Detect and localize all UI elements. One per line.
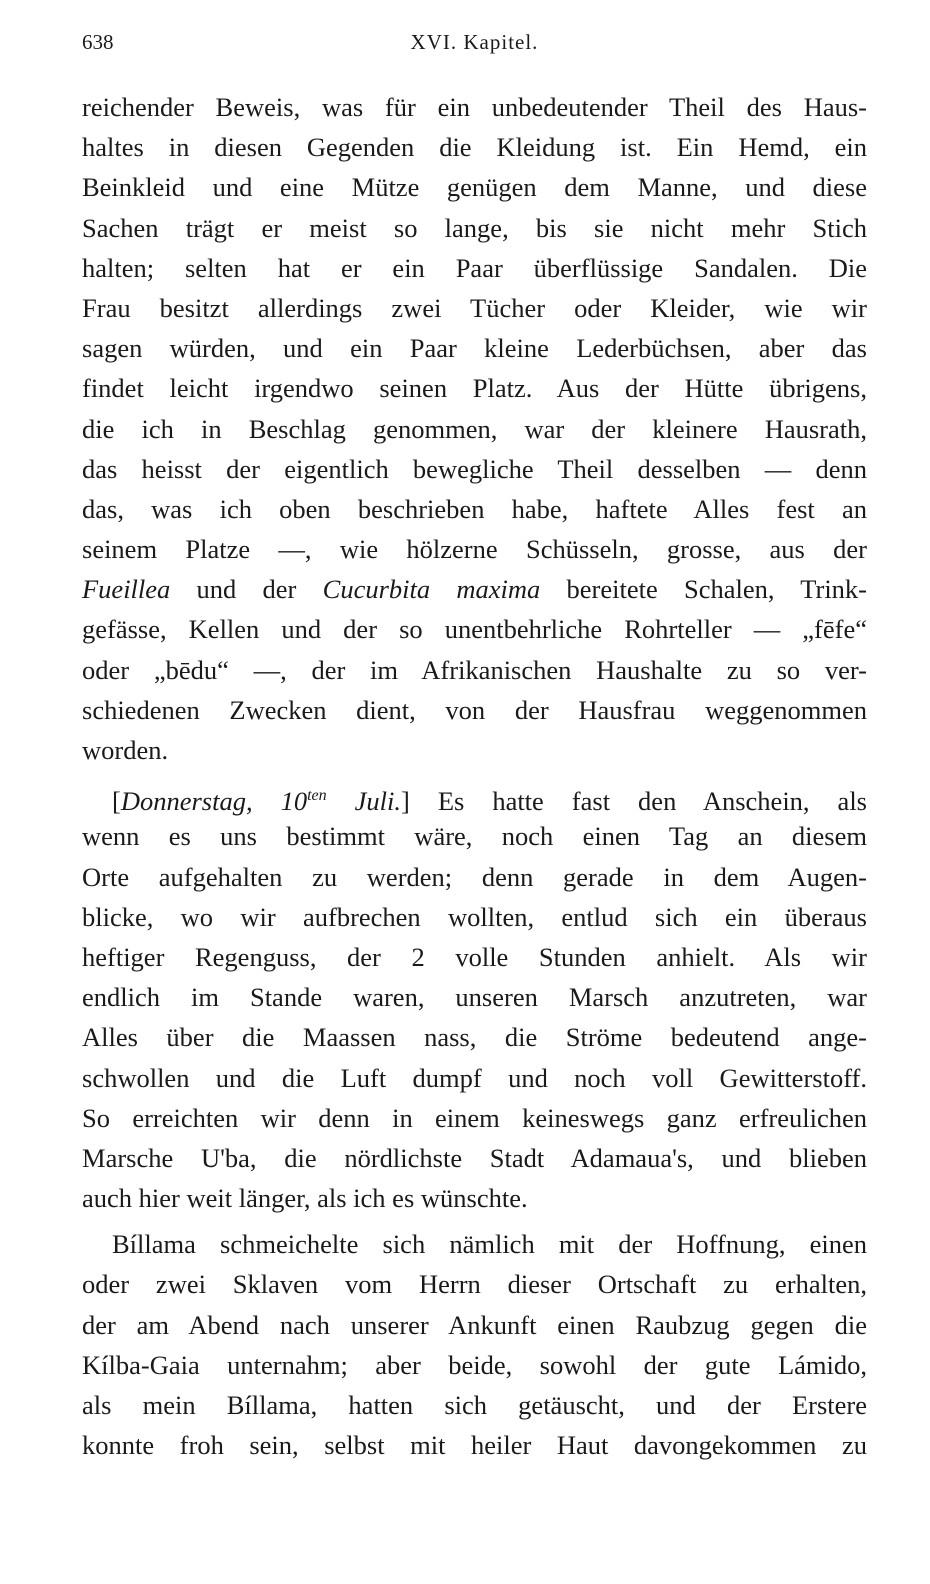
text-line: als mein Bíllama, hatten sich getäuscht, und der Erstere [82,1390,867,1420]
text-line: Kílba-Gaia unternahm; aber beide, sowohl der gute Lámido, [82,1349,867,1380]
text-fragment: Es hatte fast den Anschein, als [409,786,867,817]
text-line: findet leicht irgendwo seinen Platz. Aus der Hütte übrigens, [82,373,867,404]
text-line: das, was ich oben beschrieben habe, haftete Alles fest an [82,493,867,524]
text-line: wenn es uns bestimmt wäre, noch einen Tag an diesem [82,821,867,852]
text-line-dated [82,776,867,816]
page-header [82,30,867,70]
text-line: Frau besitzt allerdings zwei Tücher oder Kleider, wie wir [82,292,867,323]
text-line: seinem Platze —, wie hölzerne Schüsseln, grosse, aus der [82,534,867,565]
text-line: blicke, wo wir aufbrechen wollten, entlud sich ein überaus [82,901,867,932]
text-line: gefässe, Kellen und der so unentbehrliche Rohrteller — „fēfe“ [82,614,867,645]
text-line: Sachen trägt er meist so lange, bis sie nicht mehr Stich [82,212,867,243]
bracket-open: [ [112,786,121,817]
text-line: Marsche U'ba, die nördlichste Stadt Adamaua's, und blieben [82,1142,867,1173]
date-month: Juli. [326,786,401,817]
text-line: Bíllama schmeichelte sich nämlich mit der Hoffnung, einen [112,1229,867,1260]
text-line: Beinkleid und eine Mütze genügen dem Manne, und diese [82,172,867,203]
latin-genus-fueillea: Fueillea [82,574,171,605]
text-line: Orte aufgehalten zu werden; denn gerade in dem Augen- [82,861,867,892]
text-line: oder „bēdu“ —, der im Afrikanischen Haushalte zu so ver- [82,654,867,685]
text-line: sagen würden, und ein Paar kleine Lederbüchsen, aber das [82,333,867,364]
text-line: oder zwei Sklaven vom Herrn dieser Ortschaft zu erhalten, [82,1269,867,1300]
bracket-close: ] [401,786,410,817]
text-line: die ich in Beschlag genommen, war der kleinere Hausrath, [82,413,867,444]
text-line: haltes in diesen Gegenden die Kleidung ist. Ein Hemd, ein [82,132,867,163]
text-line: das heisst der eigentlich bewegliche Theil desselben — denn [82,453,867,484]
text-line: konnte froh sein, selbst mit heiler Haut davongekommen zu [82,1430,867,1461]
text-fragment: bereitete Schalen, Trink- [540,574,868,605]
text-line: endlich im Stande waren, unseren Marsch anzutreten, war [82,982,867,1013]
running-head: XVI. Kapitel. [410,30,539,54]
text-fragment: und der [170,574,323,605]
text-line: der am Abend nach unserer Ankunft einen Raubzug gegen die [82,1309,867,1340]
text-line: heftiger Regenguss, der 2 volle Stunden anhielt. Als wir [82,941,867,972]
date-entry [121,786,401,816]
date-day: Donnerstag, 10 [120,786,308,817]
body-text [82,87,867,1465]
page-number: 638 [82,30,114,54]
text-line: reichender Beweis, was für ein unbedeutender Theil des Haus- [82,92,867,122]
text-line-mixed [82,569,867,609]
text-line: halten; selten hat er ein Paar überflüssige Sandalen. Die [82,252,867,283]
text-line: schwollen und die Luft dumpf und noch voll Gewitterstoff. [82,1062,867,1093]
text-line: So erreichten wir denn in einem keineswegs ganz erfreulichen [82,1102,867,1133]
text-line: schiedenen Zwecken dient, von der Hausfrau weggenommen [82,694,867,725]
date-superscript: ten [307,787,327,805]
text-line: auch hier weit länger, als ich es wünschte. [82,1183,528,1214]
text-line: worden. [82,735,169,765]
latin-species-cucurbita: Cucurbita maxima [322,574,541,605]
text-line: Alles über die Maassen nass, die Ströme bedeutend ange- [82,1022,867,1053]
